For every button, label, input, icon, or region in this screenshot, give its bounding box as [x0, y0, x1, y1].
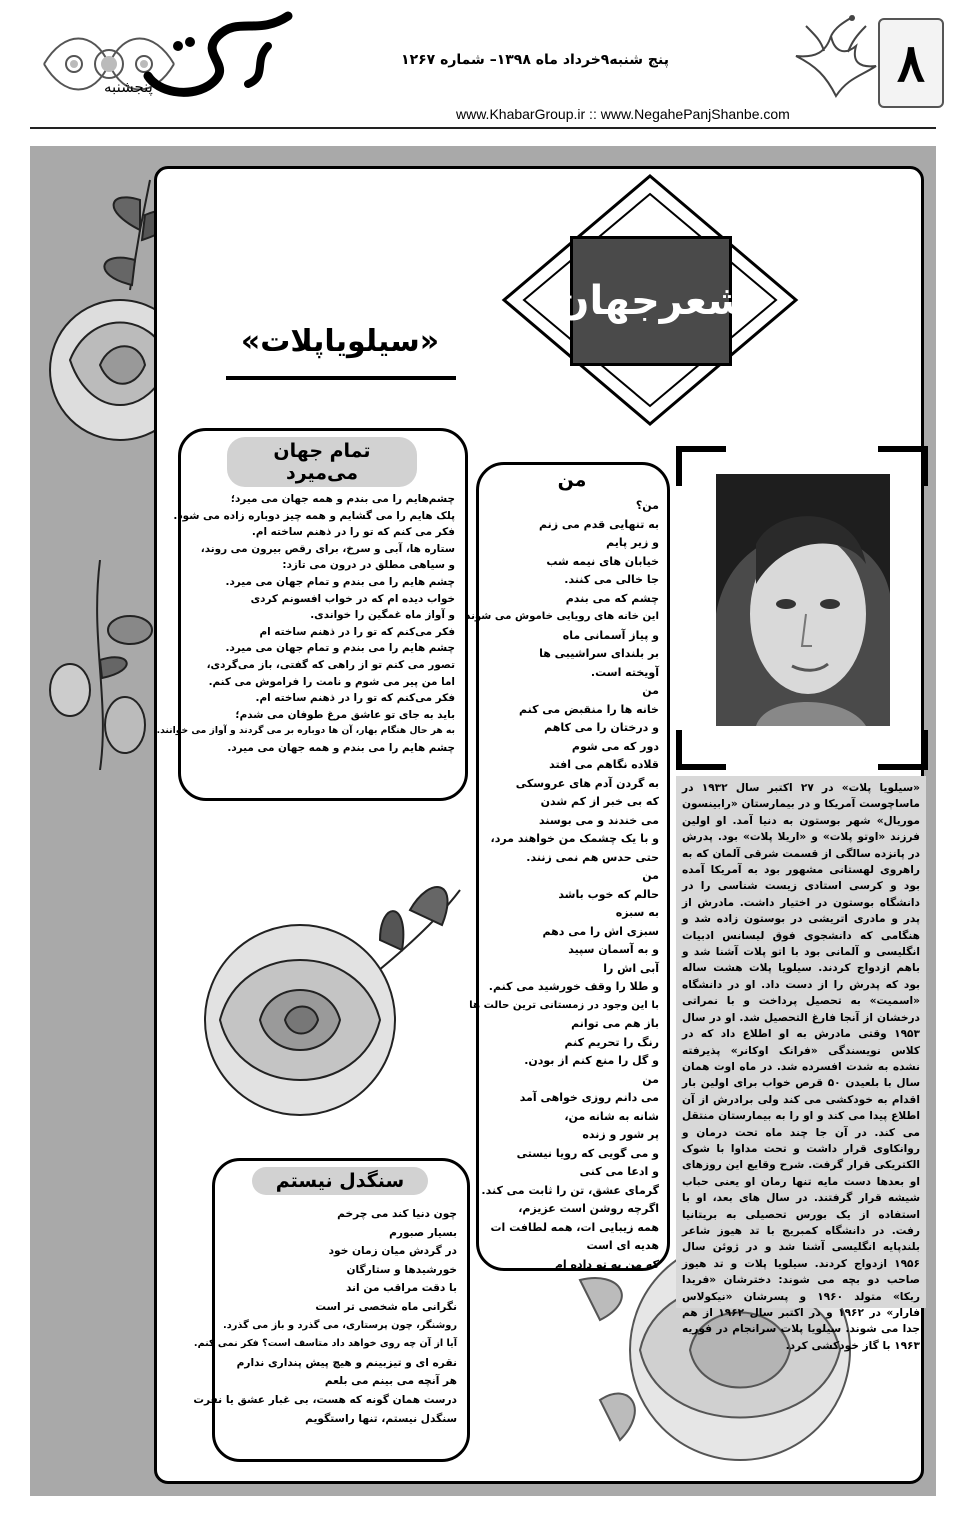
poem-line: به گردن آدم های عروسکی: [515, 776, 659, 790]
poem-line: این خانه های رویایی خاموش می شوند: [465, 611, 659, 622]
poem-line: می خندند و می بوسند: [539, 813, 659, 827]
poem-line: سنگدل نیستم، تنها راستگویم: [305, 1412, 457, 1425]
poem-line: خیابان های نیمه شب: [546, 554, 659, 568]
poem-line: فکر می‌کنم که تو را در ذهنم ساخته ام.: [255, 692, 455, 705]
poem-line: در گردش میان زمان خود: [328, 1245, 457, 1258]
poem-line: اما من پیر می شوم و نامت را فراموش می کنم.: [208, 675, 455, 688]
poem-line: رنگ را تحریم کنم: [564, 1035, 659, 1049]
poem-line: گرمای عشق، تن را ثابت می کند.: [481, 1183, 659, 1197]
poem-line: درست همان گونه که هست، بی غبار عشق یا نفرت: [193, 1393, 457, 1406]
poem-line: چشم هایم را می بندم و تمام جهان می میرد.: [225, 575, 455, 588]
poem-line: و سیاهی مطلق در درون می تازد:: [282, 559, 455, 572]
poem-line: و درختان را می کاهم: [544, 721, 659, 734]
page-number: ۸: [878, 18, 944, 108]
poem-line: با دقت مراقب من اند: [345, 1282, 457, 1295]
poem-line: تصور می کنم تو از راهی که گفتی، باز می‌گردی،: [206, 658, 455, 671]
poem-line: که بی خبر از کم شدن: [540, 795, 659, 808]
poem-line: بر بلندای سراشیبی ها: [539, 647, 659, 660]
poem-line: جا خالی می کنند.: [564, 573, 659, 586]
poem-line: آویخته است.: [590, 665, 659, 679]
poem-line: به تنهایی قدم می زنم: [538, 517, 659, 531]
poem-line: ستاره ها، آبی و سرخ، برای رقص بیرون می روند،: [200, 542, 455, 555]
poem-line: شانه به شانه من،: [564, 1109, 659, 1123]
poem-line: قلاده نگاهم می افتد: [549, 758, 659, 771]
poem-title: من: [557, 469, 587, 491]
poem-line: و می گویی که رویا نیستی: [516, 1146, 659, 1160]
poem-lines: [465, 497, 659, 1274]
poem-lines: [156, 491, 455, 757]
poem-title: سنگدل نیستم: [252, 1167, 428, 1195]
poem-line: که من به تو داده ام: [554, 1257, 659, 1271]
rose-illustration-icon: [180, 870, 480, 1140]
poet-biography: «سیلویا پلات» در ۲۷ اکتبر سال ۱۹۳۲ در ماساچوست آمریکا و در بیمارستان «رابینسون موریال» شهر بوستون به دنیا آمد. او اولین فرزند «اوتو پلات» و «اریلا پلات» بود. پدرش در پانزده سالگی از قسمت شرقی آلمان که به راهروی لهستانی مشهور بود به آمریکا آمده بود و کرسی استادی زیست شناسی را در دانشگاه بوستون در اختیار داشت. مادرش از پدر و مادری اتریشی در بوستون زاده شد و هنگامی که دانشجوی فوق لیسانس ادبیات انگلیسی و آلمانی بود با اتو پلات آشنا شد و باهم ازدواج کردند. سیلویا پلات هشت ساله بود که پدرش را از دست داد. او در دانشگاه «اسمیت» به تحصیل پرداخت و با نمراتی درخشان از آنجا فارغ التحصیل شد. او در سال ۱۹۵۳ وقتی مادرش به او اطلاع داد که در کلاس نویسندگی «فرانک اوکانر» پذیرفته نشده به شدت افسرده شد. در ماه اوت همان سال با بلعیدن ۵۰ قرص خواب برای اولین بار اقدام به خودکشی می کند ولی برادرش از آن اطلاع پیدا می کند و او را به بیمارستان منتقل می کند. در آن جا چند ماه تحت درمان و روانکاوی قرار داشت و تحت مداوا با شوک الکتریکی قرار گرفت. شرح وقایع این روزهای او بعدها دست مایه تنها رمان او یعنی حباب شیشه قرار گرفتند. در سال های بعد، او با استفاده از یک بورس تحصیلی به بریتانیا رفت. در دانشگاه کمبریج با تد هیوز شاعر بلندپایه انگلیسی آشنا شد و در ژوئن سال ۱۹۵۶ ازدواج کردند. سیلویا پلات و تد هیوز صاحب دو بچه می شوند: دخترشان «فریدا ربکا» متولد ۱۹۶۰ و پسرشان «نیکولاس فارار» در ۱۹۶۲ و در اکتبر سال ۱۹۶۲ از هم جدا می شوند. سیلویا پلات سرانجام در فوریه ۱۹۶۳ با گاز خودکشی کرد.: [676, 776, 926, 1308]
section-title-box: [555, 236, 747, 366]
poem-line: حتی حدس هم نمی زنند.: [526, 850, 659, 864]
poem-line: اگرچه روشن است عزیزم،: [518, 1202, 659, 1215]
phoenix-icon: [786, 6, 886, 106]
poem-line: پلک هایم را می گشایم و همه چیز دوباره زاده می شود.: [173, 509, 455, 522]
poem-box-not-cruel: [193, 1158, 470, 1462]
poem-line: آیا از آن چه روی خواهد داد متاسف است؟ فکر نمی کنم.: [193, 1338, 457, 1350]
poem-line: خورشیدها و ستارگان: [346, 1263, 457, 1276]
poem-line: من؟: [635, 499, 659, 512]
poem-line: و به آسمان سپید: [568, 943, 659, 956]
poem-line: پر شور و زنده: [582, 1128, 659, 1141]
portrait-image: [716, 474, 890, 726]
rosebud-illustration-icon: [30, 560, 170, 770]
poet-name: «سیلویاپلات»: [240, 324, 440, 359]
poem-line: و آواز ماه غمگین را خواندی.: [310, 609, 455, 622]
poem-line: و پیاز آسمانی ماه: [562, 628, 659, 642]
poem-line: خانه ها را منقبض می کنم: [518, 702, 659, 716]
poem-line: هدیه ای است: [586, 1239, 659, 1252]
header-divider: [30, 127, 936, 129]
poem-line: من: [642, 869, 659, 882]
dateline: پنج شنبه۹خرداد ماه ۱۳۹۸– شماره ۱۲۶۷: [401, 52, 669, 68]
page-header: [0, 0, 970, 128]
masthead-subtitle: پنجشنبه: [104, 78, 153, 96]
poem-line: باز هم می توانم: [571, 1017, 659, 1030]
poem-line: دور که می شوم: [571, 739, 659, 753]
poem-line: با این وجود در زمستانی ترین حالت ها: [469, 999, 659, 1011]
poem-line: باید به جای تو عاشق مرغ طوفان می شدم؛: [235, 708, 455, 721]
poem-line: روشنگر، چون پرستاری، می گذرد و باز می گذرد.: [223, 1319, 457, 1331]
poem-line: به هر حال هنگام بهار، آن ها دوباره بر می گردند و آواز می خوانند.: [156, 725, 455, 737]
poem-line: به سبزه: [615, 906, 659, 919]
poem-line: هر آنچه می بینم می بلعم: [324, 1375, 457, 1388]
poem-line: چشم هایم را می بندم و تمام جهان می میرد.: [225, 642, 455, 655]
poem-line: و زیر پایم: [606, 536, 659, 549]
poem-line: آبی اش را: [603, 961, 659, 975]
poem-line: و طلا را وقف خورشید می کنم.: [488, 980, 659, 993]
poem-line: چون دنیا کند می چرخم: [337, 1208, 457, 1220]
website-urls[interactable]: www.KhabarGroup.ir :: www.NegahePanjShanbe.com: [456, 106, 790, 122]
poem-line: و ادعا می کنی: [579, 1165, 659, 1178]
poem-line: حالم که خوب باشد: [558, 887, 659, 901]
poem-line: فکر می‌کنم که تو را در ذهنم ساخته ام: [259, 625, 455, 638]
poem-line: می دانم روزی خواهی آمد: [519, 1091, 659, 1104]
poem-line: و گل را منع کنم از بودن.: [524, 1054, 659, 1067]
poet-portrait: [716, 474, 890, 726]
poem-lines: [193, 1205, 457, 1428]
poet-name-underline: [226, 376, 456, 380]
poem-line: فکر می کنم که تو را در ذهنم ساخته ام.: [251, 526, 455, 539]
poem-line: من: [642, 684, 659, 697]
section-title: شعرجهان: [555, 278, 747, 324]
poem-line: چشم هایم را می بندم و همه جهان می میرد.: [227, 741, 455, 754]
poem-line: چشم که می بندم: [565, 591, 659, 605]
poem-title: تمام جهان می‌میرد: [227, 437, 417, 487]
poem-line: نگرانی ماه شخصی تر است: [315, 1300, 457, 1313]
poem-line: خواب دیده ام که در خواب افسونم کردی: [250, 592, 455, 605]
poem-line: نقره ای و تیزبینم و هیچ پیش پنداری ندارم: [236, 1356, 457, 1369]
poem-line: چشم‌هایم را می بندم و همه جهان می میرد؛: [230, 493, 455, 505]
poem-line: سبزی اش را می دهم: [542, 924, 659, 938]
poem-box-me: [465, 462, 670, 1271]
poem-line: و با یک چشمک من خواهند مرد،: [490, 832, 659, 845]
poem-line: بسیار صبورم: [389, 1226, 457, 1239]
poem-line: من: [642, 1072, 659, 1086]
poem-line: همه زیبایی ات، همه لطافت ات: [490, 1220, 659, 1234]
poem-box-entire-world-dies: [156, 428, 468, 801]
